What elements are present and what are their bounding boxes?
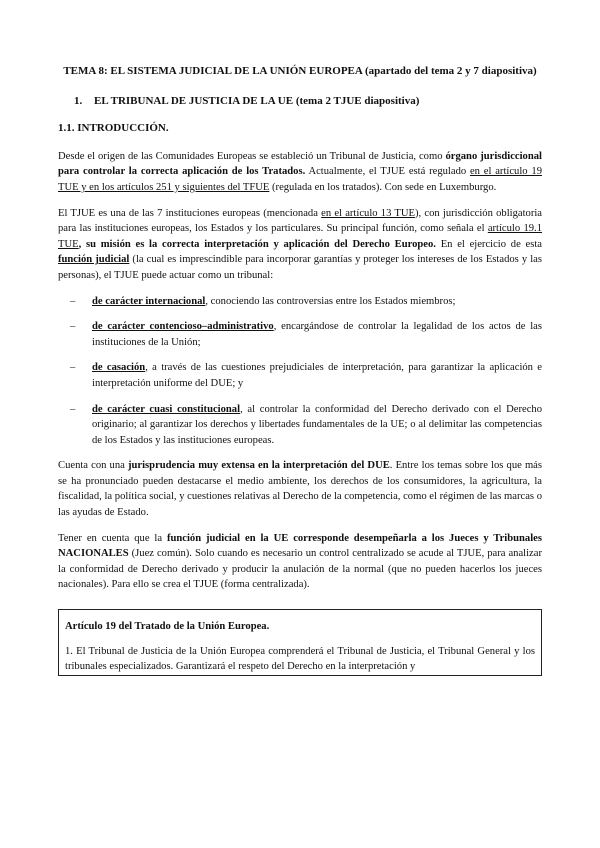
list-text: , al controlar la conformidad del Derecho derivado con el Derecho originario; al garantizar los derechos y libertades fundamentales de la UE; o al delimitar las competencias de los Estados y las instituciones europeas. <box>92 403 542 446</box>
list-item <box>58 319 542 350</box>
dash-bullet: – <box>70 403 76 415</box>
list-text: , conociendo las controversias entre los Estados miembros; <box>205 295 456 307</box>
underlined-text: artículo 19.1 TUE <box>58 223 543 250</box>
text-run: (Juez común). Solo cuando es necesario un control centralizado se acude al TJUE, para analizar la conformidad de Derecho derivado y producir la anulación de la normal (que no pueden hacerlos los jueces nacionales). Para ello se crea el TJUE (forma centralizada). <box>58 548 542 591</box>
underlined-text: en el artículo 13 TUE <box>321 207 415 219</box>
list-term: de carácter contencioso–administrativo <box>92 321 274 333</box>
bold-text: función judicial en la UE corresponde desempeñarla a los Jueces y Tribunales NACIONALES <box>58 532 542 560</box>
list-text: , encargándose de controlar la legalidad de los actos de las instituciones de la Unión; <box>92 321 542 348</box>
text-run: ), con jurisdicción obligatoria para las instituciones europeas, los Estados y los particulares. Su principal función, como señala el <box>58 207 542 235</box>
article-text: 1. El Tribunal de Justicia de la Unión Europea comprenderá el Tribunal de Justicia, el Tribunal General y los tribunales especializados. Garantizará el respeto del Derecho en la interpretación y <box>65 645 535 673</box>
article-quote-box <box>58 609 542 676</box>
list-term: de carácter cuasi constitucional <box>92 403 241 415</box>
bold-underlined-text: función judicial <box>58 254 130 266</box>
text-run: (regulada en los tratados). Con sede en Luxemburgo. <box>269 181 497 193</box>
text-run: En el ejercicio de esta <box>435 238 542 250</box>
list-item <box>58 294 542 310</box>
text-run: Actualmente, el TJUE está regulado <box>305 166 470 178</box>
article-title: Artículo 19 del Tratado de la Unión Europea. <box>65 621 270 633</box>
list-text: , a través de las cuestiones prejudiciales de interpretación, para garantizar la aplicación e interpretación uniforme del DUE; y <box>92 362 543 389</box>
text-run: El TJUE es una de las 7 instituciones europeas (mencionada <box>58 207 322 219</box>
paragraph-jurisprudence <box>58 458 542 520</box>
list-term: de carácter internacional <box>92 295 206 307</box>
section-heading-text: EL TRIBUNAL DE JUSTICIA DE LA UE (tema 2 TJUE diapositiva) <box>94 94 420 107</box>
page-title: TEMA 8: EL SISTEMA JUDICIAL DE LA UNIÓN EUROPEA (apartado del tema 2 y 7 diapositiva) <box>63 65 537 77</box>
list-term: de casación <box>92 362 146 374</box>
bold-text: órgano jurisdiccional para controlar la correcta aplicación de los Tratados. <box>58 150 542 178</box>
subsection-heading: 1.1. INTRODUCCIÓN. <box>58 122 169 135</box>
text-run: Desde el origen de las Comunidades Europeas se estableció un Tribunal de Justicia, como <box>58 150 446 162</box>
section-number: 1. <box>74 94 83 107</box>
text-run: . Entre los temas sobre los que más se ha pronunciado pueden destacarse el medio ambiente, los derechos de los consumidores, la agricultura, la fiscalidad, la política social, y cuestiones relativas al Derecho de la competencia, como el régimen de las marcas o las ayudas de Estado. <box>58 460 543 519</box>
paragraph-tjue <box>58 206 542 284</box>
dash-bullet: – <box>70 362 76 374</box>
underlined-text: en el artículo 19 TUE y en los artículos 251 y siguientes del TFUE <box>58 166 542 193</box>
text-run: Cuenta con una <box>58 460 128 472</box>
list-item <box>58 402 542 449</box>
text-run: Tener en cuenta que la <box>58 532 167 544</box>
bold-text: jurisprudencia muy extensa en la interpretación del DUE <box>127 460 390 472</box>
paragraph-origin <box>58 149 542 196</box>
text-run: (la cual es imprescindible para incorporar garantías y proteger los intereses de los Estados y las personas), el TJUE puede actuar como un tribunal: <box>58 254 542 281</box>
tribunal-types-list <box>58 294 542 449</box>
bold-text: , su misión es la correcta interpretación y aplicación del Derecho Europeo. <box>78 238 436 250</box>
paragraph-national-judges <box>58 531 542 593</box>
dash-bullet: – <box>70 321 76 333</box>
dash-bullet: – <box>70 295 76 307</box>
list-item <box>58 360 542 391</box>
section-heading-1 <box>58 94 542 110</box>
